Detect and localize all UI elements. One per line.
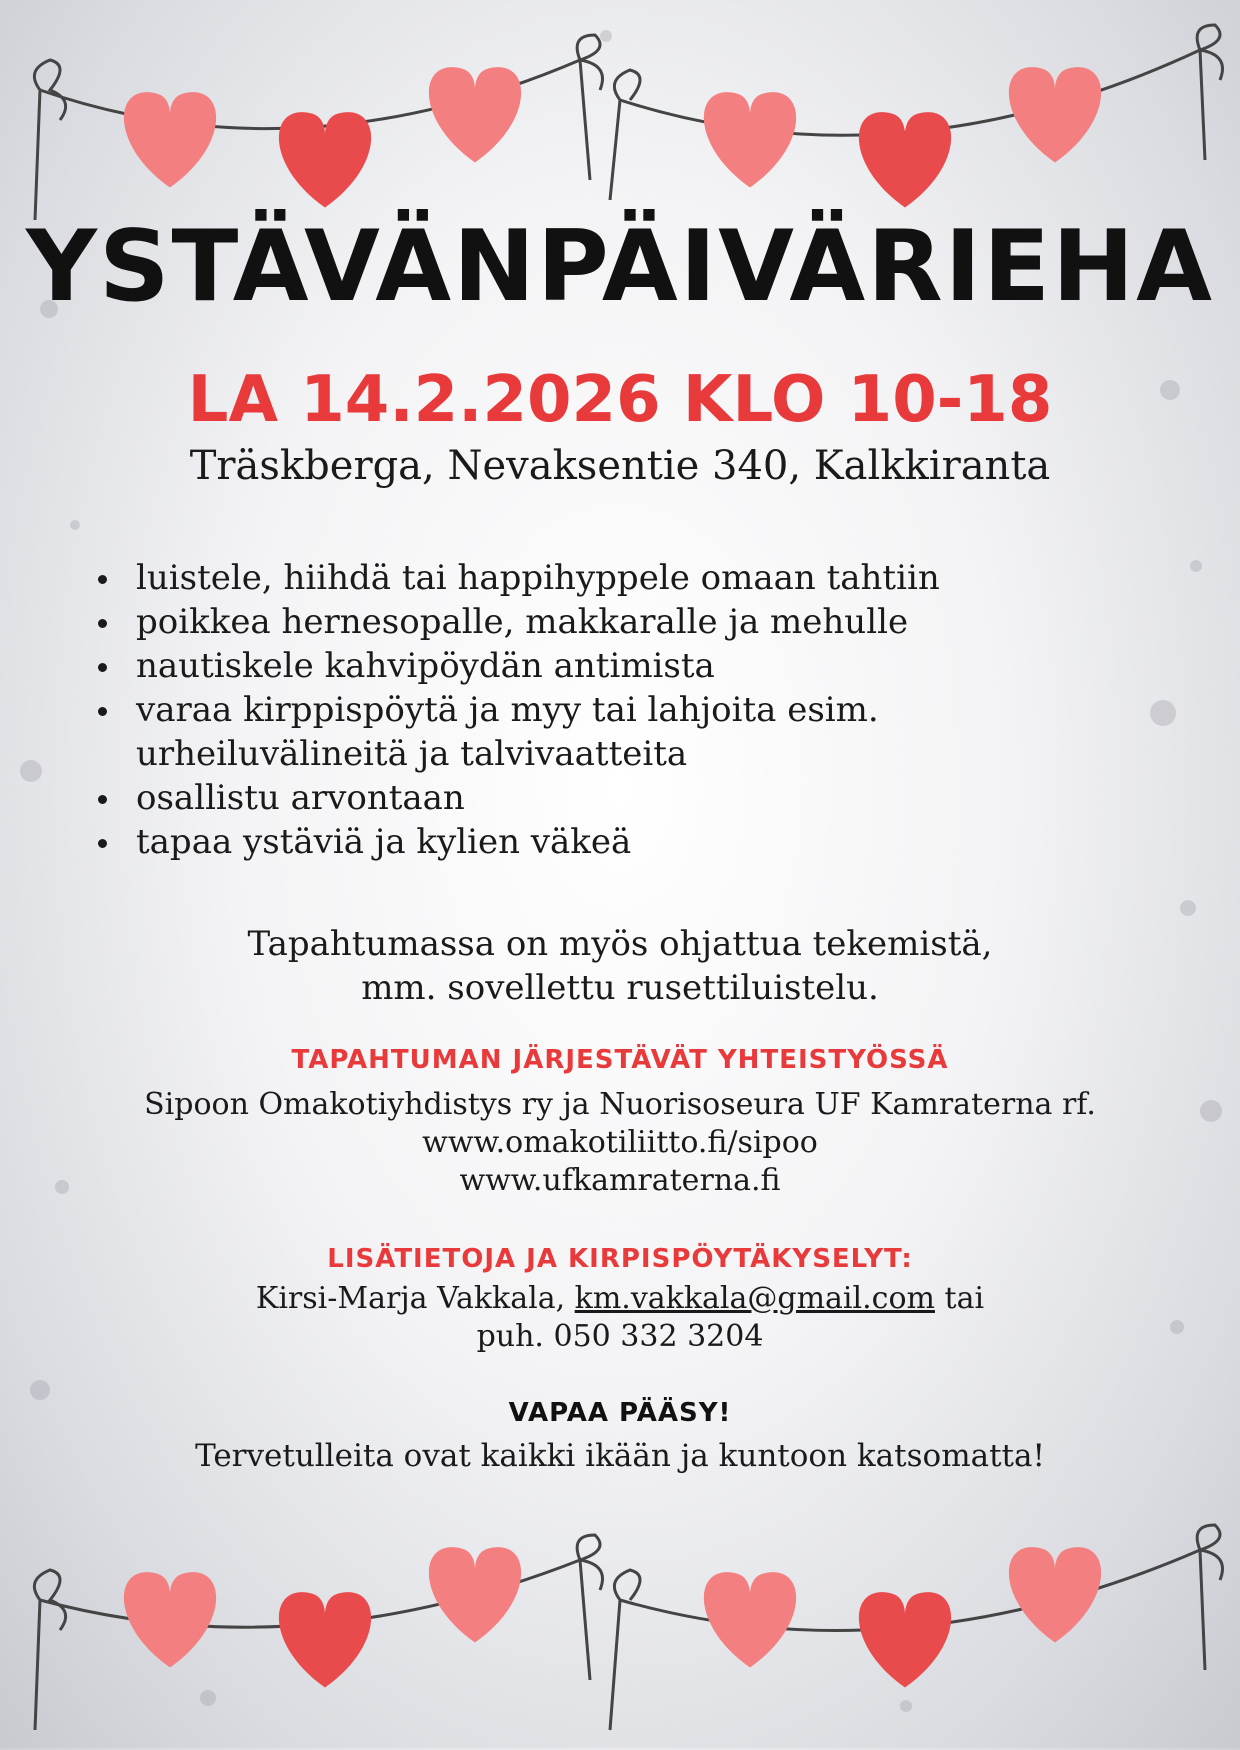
organizer-link-2[interactable]: www.ufkamraterna.fi xyxy=(459,1163,781,1198)
info-paragraph xyxy=(0,922,1240,1010)
heart-icon xyxy=(429,67,521,162)
heart-icon xyxy=(859,1592,951,1687)
contact-phone: puh. 050 332 3204 xyxy=(476,1319,764,1354)
contact-or: tai xyxy=(944,1281,985,1316)
heart-icon xyxy=(704,92,796,187)
heart-icon xyxy=(279,1592,371,1687)
free-entry-heading: VAPAA PÄÄSY! xyxy=(508,1398,732,1428)
organizer-names: Sipoon Omakotiyhdistys ry ja Nuorisoseura UF Kamraterna rf. xyxy=(144,1087,1096,1122)
heart-icon xyxy=(704,1572,796,1667)
heart-icon xyxy=(1009,67,1101,162)
list-item: osallistu arvontaan xyxy=(92,776,1152,820)
heart-icon xyxy=(429,1547,521,1642)
list-item-continuation xyxy=(92,732,1152,776)
heart-icon xyxy=(124,92,216,187)
list-item: poikkea hernesopalle, makkaralle ja mehulle xyxy=(92,600,1152,644)
contact-email-link[interactable]: km.vakkala@gmail.com xyxy=(574,1281,935,1316)
organizers-block xyxy=(0,1086,1240,1200)
activity-list xyxy=(92,556,1152,864)
welcome-text: Tervetulleita ovat kaikki ikään ja kuntoon katsomatta! xyxy=(195,1438,1045,1474)
list-item-text: urheiluvälineitä ja talvivaatteita xyxy=(136,734,688,774)
list-item: varaa kirppispöytä ja myy tai lahjoita esim. xyxy=(92,688,1152,732)
event-title: YSTÄVÄNPÄIVÄRIEHA xyxy=(26,210,1214,324)
contact-name: Kirsi-Marja Vakkala, xyxy=(255,1281,566,1316)
heart-icon xyxy=(1009,1547,1101,1642)
organizers-heading: TAPAHTUMAN JÄRJESTÄVÄT YHTEISTYÖSSÄ xyxy=(291,1045,949,1075)
event-location: Träskberga, Nevaksentie 340, Kalkkiranta xyxy=(189,443,1051,489)
contact-line xyxy=(0,1280,1240,1318)
heart-icon xyxy=(859,112,951,207)
contact-heading: LISÄTIETOJA JA KIRPISPÖYTÄKYSELYT: xyxy=(327,1244,913,1274)
list-item: tapaa ystäviä ja kylien väkeä xyxy=(92,820,1152,864)
list-item: luistele, hiihdä tai happihyppele omaan tahtiin xyxy=(92,556,1152,600)
info-line: mm. sovellettu rusettiluistelu. xyxy=(361,968,879,1008)
contact-block xyxy=(0,1280,1240,1356)
heart-icon xyxy=(124,1572,216,1667)
info-line: Tapahtumassa on myös ohjattua tekemistä, xyxy=(247,924,993,964)
heart-garland-bottom xyxy=(0,1510,1240,1750)
list-item: nautiskele kahvipöydän antimista xyxy=(92,644,1152,688)
event-date-time: LA 14.2.2026 KLO 10-18 xyxy=(187,363,1053,437)
organizer-link-1[interactable]: www.omakotiliitto.fi/sipoo xyxy=(422,1125,818,1160)
